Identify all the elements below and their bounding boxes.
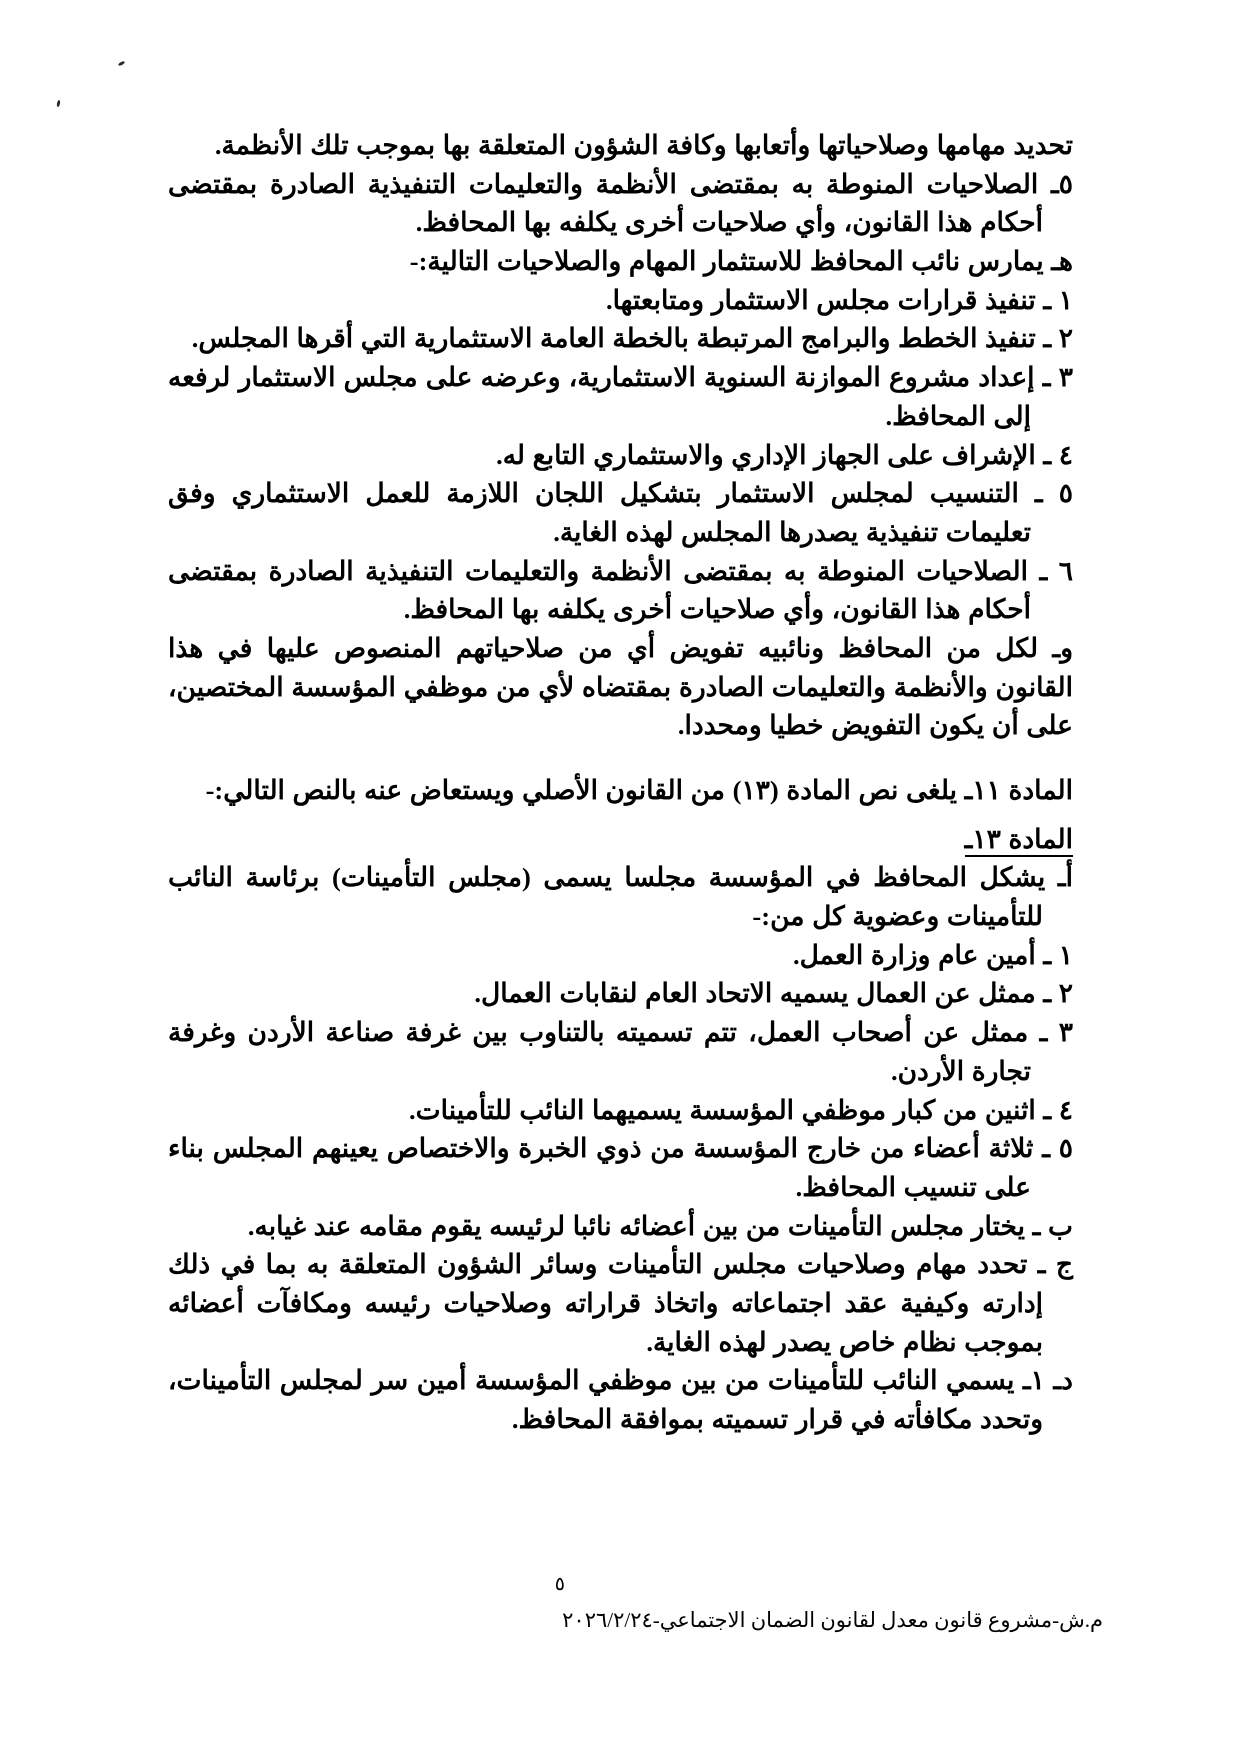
article-13-clause-d: دـ ١ـ يسمي النائب للتأمينات من بين موظفي المؤسسة أمين سر لمجلس التأمينات، وتحدد مكافأته في قرار تسميته بموافقة المحافظ. [168,1365,1073,1434]
spacer [168,810,1073,820]
list-item: ٤ ـ الإشراف على الجهاز الإداري والاستثماري التابع له. [496,439,1073,470]
page-footer [0,1456,1241,1756]
article-13-clause-b: ب ـ يختار مجلس التأمينات من بين أعضائه نائبا لرئيسه يقوم مقامه عند غيابه. [247,1210,1073,1241]
list-item: ١ ـ تنفيذ قرارات مجلس الاستثمار ومتابعتها. [605,284,1073,315]
document-body [168,126,1073,1439]
list-item: ٣ ـ ممثل عن أصحاب العمل، تتم تسميته بالتناوب بين غرفة صناعة الأردن وغرفة تجارة الأردن. [168,1017,1073,1086]
spacer [168,745,1073,771]
list-item: ٢ ـ ممثل عن العمال يسميه الاتحاد العام لنقابات العمال. [474,978,1073,1009]
article-13-clause-a: أـ يشكل المحافظ في المؤسسة مجلسا يسمى (مجلس التأمينات) برئاسة النائب للتأمينات وعضوية كل من:- [168,862,1073,932]
footer-reference: م.ش-مشروع قانون معدل لقانون الضمان الاجتماعي-٢٠٢٦/٢/٢٤ [562,1608,1103,1632]
delegation-paragraph: وـ لكل من المحافظ ونائبيه تفويض أي من صلاحياتهم المنصوص عليها في هذا القانون والأنظمة والتعليمات الصادرة بمقتضاه لأي من موظفي المؤسسة المختصين، على أن يكون التفويض خطيا ومحددا. [168,632,1073,741]
article-13-label-line [168,820,1073,859]
list-item: ٥ ـ التنسيب لمجلس الاستثمار بتشكيل اللجان اللازمة للعمل الاستثماري وفق تعليمات تنفيذية يصدرها المجلس لهذه الغاية. [168,478,1073,547]
list-item: ٤ ـ اثنين من كبار موظفي المؤسسة يسميهما النائب للتأمينات. [409,1094,1073,1125]
scan-artifact-icon [118,61,126,67]
list-item: ٦ ـ الصلاحيات المنوطة به بمقتضى الأنظمة والتعليمات التنفيذية الصادرة بمقتضى أحكام هذا القانون، وأي صلاحيات أخرى يكلفه بها المحافظ. [168,555,1073,625]
page-number: ٥ [554,1574,565,1595]
article-11-heading: المادة ١١ـ يلغى نص المادة (١٣) من القانون الأصلي ويستعاض عنه بالنص التالي:- [205,775,1073,805]
continued-paragraph: تحديد مهامها وصلاحياتها وأتعابها وكافة الشؤون المتعلقة بها بموجب تلك الأنظمة. [214,130,1073,160]
list-item: ١ ـ أمين عام وزارة العمل. [792,939,1073,970]
list-item: ٣ ـ إعداد مشروع الموازنة السنوية الاستثمارية، وعرضه على مجلس الاستثمار لرفعه إلى المحافظ. [168,362,1073,431]
article-13-label: المادة ١٣ـ [965,824,1073,857]
list-item-governor-5: ٥ـ الصلاحيات المنوطة به بمقتضى الأنظمة والتعليمات التنفيذية الصادرة بمقتضى أحكام هذا القانون، وأي صلاحيات أخرى يكلفه بها المحافظ. [168,168,1073,238]
list-item: ٥ ـ ثلاثة أعضاء من خارج المؤسسة من ذوي الخبرة والاختصاص يعينهم المجلس بناء على تنسيب المحافظ. [168,1133,1073,1202]
deputy-intro-paragraph: هـ يمارس نائب المحافظ للاستثمار المهام والصلاحيات التالية:- [409,246,1073,277]
list-item: ٢ ـ تنفيذ الخطط والبرامج المرتبطة بالخطة العامة الاستثمارية التي أقرها المجلس. [191,323,1073,354]
article-13-clause-c: ج ـ تحدد مهام وصلاحيات مجلس التأمينات وسائر الشؤون المتعلقة به بما في ذلك إدارته وكيفية عقد اجتماعاته واتخاذ قراراته وصلاحيات رئيسه ومكافآت أعضائه بموجب نظام خاص يصدر لهذه الغاية. [168,1249,1073,1357]
scan-artifact-icon [56,100,60,107]
